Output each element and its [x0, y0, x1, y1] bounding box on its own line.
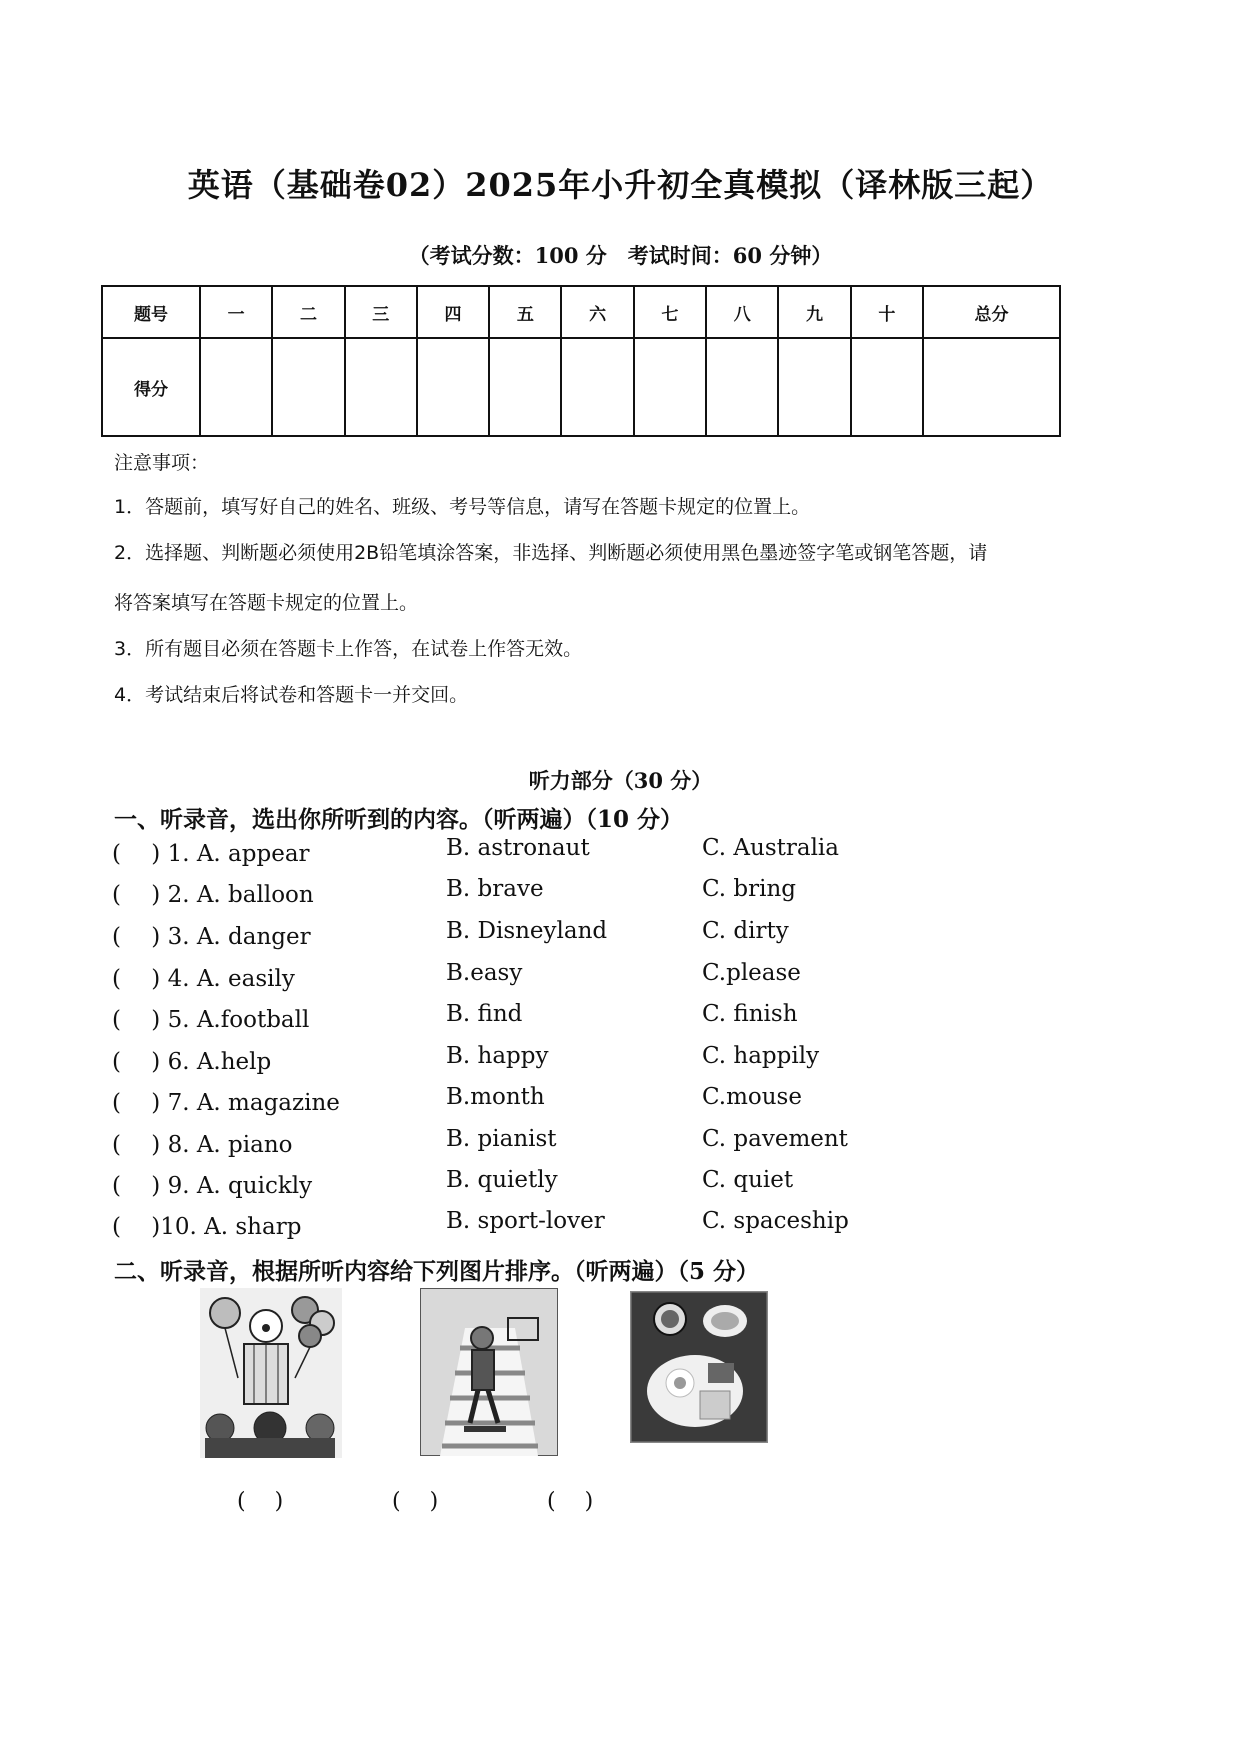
column-header: 九 [778, 286, 850, 338]
note-item: 4．考试结束后将试卷和答题卡一并交回。 [114, 684, 469, 706]
question-stem: ( ) 8. A. piano [112, 1132, 293, 1158]
note-item: 2．选择题、判断题必须使用2B铅笔填涂答案，非选择、判断题必须使用黑色墨迹签字笔或钢笔答题，请 [114, 542, 988, 564]
score-cell[interactable] [778, 338, 850, 436]
score-table-score-row [102, 338, 1060, 436]
option-c: C. dirty [702, 918, 789, 944]
option-c: C. spaceship [702, 1208, 849, 1234]
score-cell[interactable] [634, 338, 706, 436]
score-cell[interactable] [923, 338, 1060, 436]
header-label: 题号 [102, 286, 200, 338]
score-table [101, 285, 1061, 437]
option-c: C. quiet [702, 1167, 794, 1193]
score-cell[interactable] [706, 338, 778, 436]
option-c: C. bring [702, 876, 797, 902]
section2-title: 二、听录音，根据所听内容给下列图片排序。（听两遍）（5 分） [114, 1258, 760, 1285]
page-title: 英语（基础卷02）2025年小升初全真模拟（译林版三起） [187, 166, 1054, 204]
section1-title: 一、听录音，选出你所听到的内容。（听两遍）（10 分） [114, 806, 684, 833]
option-b: B. pianist [446, 1126, 557, 1152]
score-cell[interactable] [272, 338, 344, 436]
question-stem: ( ) 2. A. balloon [112, 882, 314, 908]
option-b: B. sport-lover [446, 1208, 605, 1234]
clown-balloons-picture [200, 1288, 342, 1458]
option-b: B. Disneyland [446, 918, 608, 944]
option-b: B.month [446, 1084, 545, 1110]
column-header: 总分 [923, 286, 1060, 338]
option-c: C.mouse [702, 1084, 802, 1110]
exam-info: （考试分数：100 分 考试时间：60 分钟） [408, 243, 833, 268]
column-header: 五 [489, 286, 561, 338]
column-header: 六 [561, 286, 633, 338]
question-stem: ( ) 3. A. danger [112, 924, 311, 950]
option-b: B. find [446, 1001, 523, 1027]
score-table-header-row [102, 286, 1060, 338]
option-c: C. happily [702, 1043, 820, 1069]
question-stem: ( ) 7. A. magazine [112, 1090, 340, 1116]
listening-section-title: 听力部分（30 分） [528, 768, 713, 793]
note-item: 3．所有题目必须在答题卡上作答，在试卷上作答无效。 [114, 638, 583, 660]
skateboard-crossing-picture [420, 1288, 558, 1456]
score-label: 得分 [102, 338, 200, 436]
option-c: C. Australia [702, 835, 840, 861]
option-c: C. finish [702, 1001, 798, 1027]
question-stem: ( ) 1. A. appear [112, 841, 310, 867]
score-cell[interactable] [489, 338, 561, 436]
option-b: B.easy [446, 960, 523, 986]
score-cell[interactable] [200, 338, 272, 436]
option-b: B. brave [446, 876, 544, 902]
notes-heading: 注意事项： [114, 452, 210, 474]
column-header: 二 [272, 286, 344, 338]
column-header: 三 [345, 286, 417, 338]
column-header: 八 [706, 286, 778, 338]
column-header: 七 [634, 286, 706, 338]
column-header: 十 [851, 286, 923, 338]
note-item: 将答案填写在答题卡规定的位置上。 [114, 592, 419, 614]
score-cell[interactable] [345, 338, 417, 436]
order-blank-2[interactable]: ( ) [392, 1489, 439, 1514]
order-blank-1[interactable]: ( ) [237, 1489, 284, 1514]
option-c: C. pavement [702, 1126, 848, 1152]
breakfast-picture [630, 1291, 768, 1443]
question-stem: ( ) 9. A. quickly [112, 1173, 313, 1199]
column-header: 一 [200, 286, 272, 338]
score-cell[interactable] [851, 338, 923, 436]
question-stem: ( ) 6. A.help [112, 1049, 272, 1075]
option-c: C.please [702, 960, 801, 986]
option-b: B. happy [446, 1043, 549, 1069]
question-stem: ( ) 5. A.football [112, 1007, 310, 1033]
order-blank-3[interactable]: ( ) [547, 1489, 594, 1514]
score-cell[interactable] [417, 338, 489, 436]
question-stem: ( )10. A. sharp [112, 1214, 302, 1240]
score-cell[interactable] [561, 338, 633, 436]
note-item: 1．答题前，填写好自己的姓名、班级、考号等信息，请写在答题卡规定的位置上。 [114, 496, 811, 518]
option-b: B. quietly [446, 1167, 558, 1193]
question-stem: ( ) 4. A. easily [112, 966, 295, 992]
column-header: 四 [417, 286, 489, 338]
option-b: B. astronaut [446, 835, 590, 861]
